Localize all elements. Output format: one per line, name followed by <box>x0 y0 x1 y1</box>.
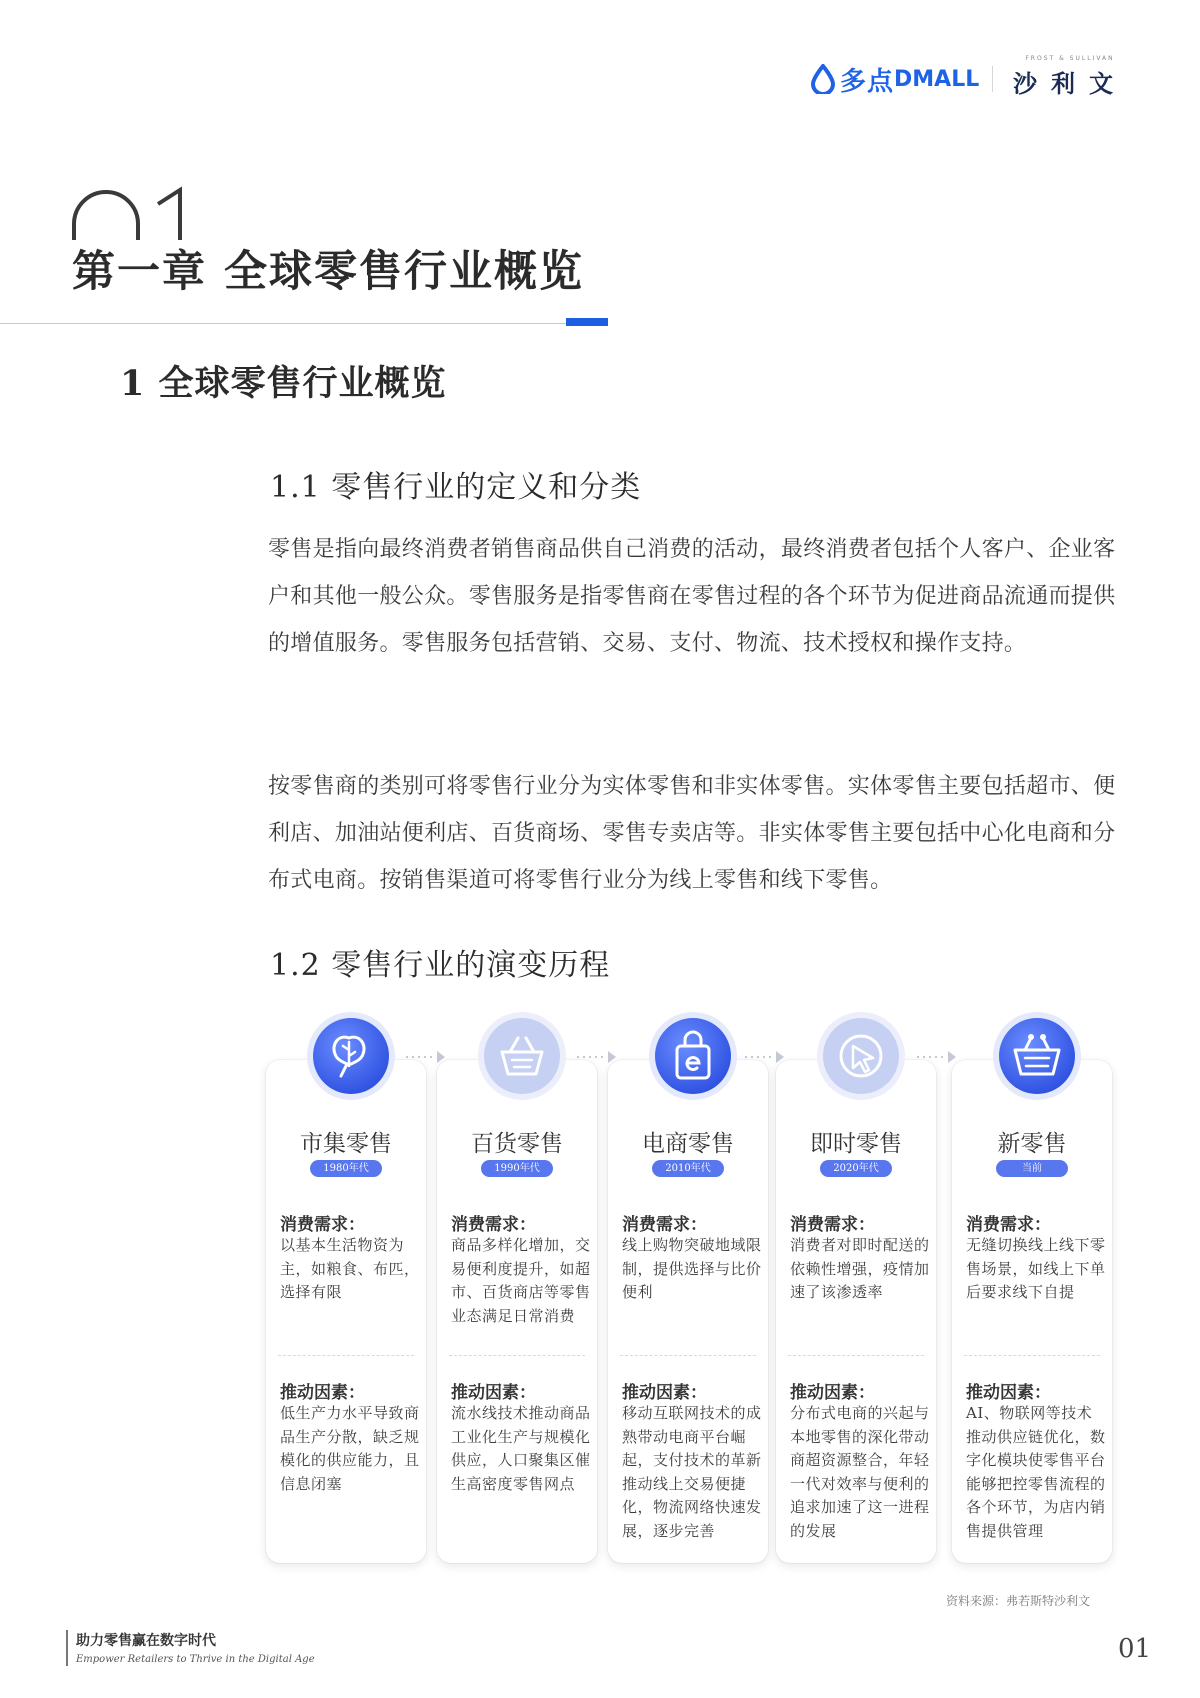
retail-evolution-timeline <box>266 1010 1116 1575</box>
demand-label: 消费需求： <box>966 1215 1051 1235</box>
logo-divider <box>992 66 993 92</box>
demand-label: 消费需求： <box>280 1215 365 1235</box>
demand-text: 消费者对即时配送的依赖性增强，疫情加速了该渗透率 <box>790 1236 930 1301</box>
card-divider <box>620 1355 756 1356</box>
stage-name: 百货零售 <box>471 1131 563 1157</box>
footer-slogan-cn: 助力零售赢在数字时代 <box>76 1633 216 1649</box>
chapter-rule <box>0 323 608 324</box>
frost-logo-tagline: FROST & SULLIVAN <box>1025 55 1115 62</box>
shopping-cart-icon <box>991 1010 1083 1102</box>
dmall-logo <box>810 62 979 96</box>
stage-era-badge: 1980年代 <box>310 1160 382 1177</box>
stage-name: 市集零售 <box>300 1131 392 1157</box>
driver-text: AI、物联网等技术推动供应链优化，数字化模块使零售平台能够把控零售流程的各个环节，为店内销售提供管理 <box>966 1404 1106 1540</box>
driver-label: 推动因素： <box>280 1383 365 1403</box>
stage-era-badge: 2020年代 <box>820 1160 892 1177</box>
subsection-title-1-2: 1.2 零售行业的演变历程 <box>270 948 611 983</box>
chapter-rule-accent <box>566 318 608 326</box>
demand-label: 消费需求： <box>622 1215 707 1235</box>
source-note: 资料来源：弗若斯特沙利文 <box>946 1594 1091 1608</box>
demand-text: 商品多样化增加，交易便利度提升，如超市、百货商店等零售业态满足日常消费 <box>451 1236 591 1325</box>
basket-icon <box>476 1010 568 1102</box>
chapter-title: 第一章 全球零售行业概览 <box>72 247 584 297</box>
driver-text: 移动互联网技术的成熟带动电商平台崛起，支付技术的革新推动线上交易便捷化，物流网络快速发展，逐步完善 <box>622 1404 762 1540</box>
stage-name: 即时零售 <box>810 1131 902 1157</box>
footer-bar <box>66 1630 68 1666</box>
section-title: 1 全球零售行业概览 <box>120 363 447 404</box>
footer-slogan-en: Empower Retailers to Thrive in the Digital Age <box>76 1654 315 1665</box>
card-divider <box>788 1355 924 1356</box>
subsection-title-1-1: 1.1 零售行业的定义和分类 <box>270 470 642 505</box>
demand-text: 线上购物突破地域限制，提供选择与比价便利 <box>622 1236 762 1301</box>
driver-text: 流水线技术推动商品工业化生产与规模化供应，人口聚集区催生高密度零售网点 <box>451 1404 591 1493</box>
driver-label: 推动因素： <box>966 1383 1051 1403</box>
card-divider <box>964 1355 1100 1356</box>
dmall-logo-en: DMALL <box>894 66 980 92</box>
driver-label: 推动因素： <box>622 1383 707 1403</box>
card-divider <box>449 1355 585 1356</box>
dmall-logo-cn: 多点 <box>840 66 895 97</box>
frost-sullivan-logo <box>1010 55 1130 98</box>
driver-text: 低生产力水平导致商品生产分散，缺乏规模化的供应能力，且信息闭塞 <box>280 1404 420 1493</box>
driver-label: 推动因素： <box>790 1383 875 1403</box>
card-divider <box>278 1355 414 1356</box>
driver-label: 推动因素： <box>451 1383 536 1403</box>
dmall-drop-icon <box>810 64 836 94</box>
demand-label: 消费需求： <box>451 1215 536 1235</box>
stage-name: 新零售 <box>997 1131 1067 1157</box>
paragraph-definition: 零售是指向最终消费者销售商品供自己消费的活动，最终消费者包括个人客户、企业客户和其他一般公众。零售服务是指零售商在零售过程的各个环节为促进商品流通而提供的增值服务。零售服务包括营销、交易、支付、物流、技术授权和操作支持。 <box>268 537 1116 656</box>
vegetable-icon <box>305 1010 397 1102</box>
ecommerce-bag-icon <box>647 1010 739 1102</box>
demand-text: 无缝切换线上线下零售场景，如线上下单后要求线下自提 <box>966 1236 1106 1301</box>
cursor-click-icon <box>815 1010 907 1102</box>
demand-label: 消费需求： <box>790 1215 875 1235</box>
stage-era-badge: 2010年代 <box>652 1160 724 1177</box>
stage-era-badge: 当前 <box>996 1160 1068 1177</box>
chapter-number-graphic <box>70 186 200 244</box>
page-number: 01 <box>1118 1634 1152 1664</box>
stage-name: 电商零售 <box>642 1131 734 1157</box>
stage-era-badge: 1990年代 <box>481 1160 553 1177</box>
frost-logo-cn: 沙利文 <box>1013 70 1127 98</box>
demand-text: 以基本生活物资为主，如粮食、布匹，选择有限 <box>280 1236 420 1301</box>
driver-text: 分布式电商的兴起与本地零售的深化带动商超资源整合，年轻一代对效率与便利的追求加速了这一进程的发展 <box>790 1404 930 1540</box>
paragraph-classification: 按零售商的类别可将零售行业分为实体零售和非实体零售。实体零售主要包括超市、便利店、加油站便利店、百货商场、零售专卖店等。非实体零售主要包括中心化电商和分布式电商。按销售渠道可将零售行业分为线上零售和线下零售。 <box>268 774 1116 893</box>
